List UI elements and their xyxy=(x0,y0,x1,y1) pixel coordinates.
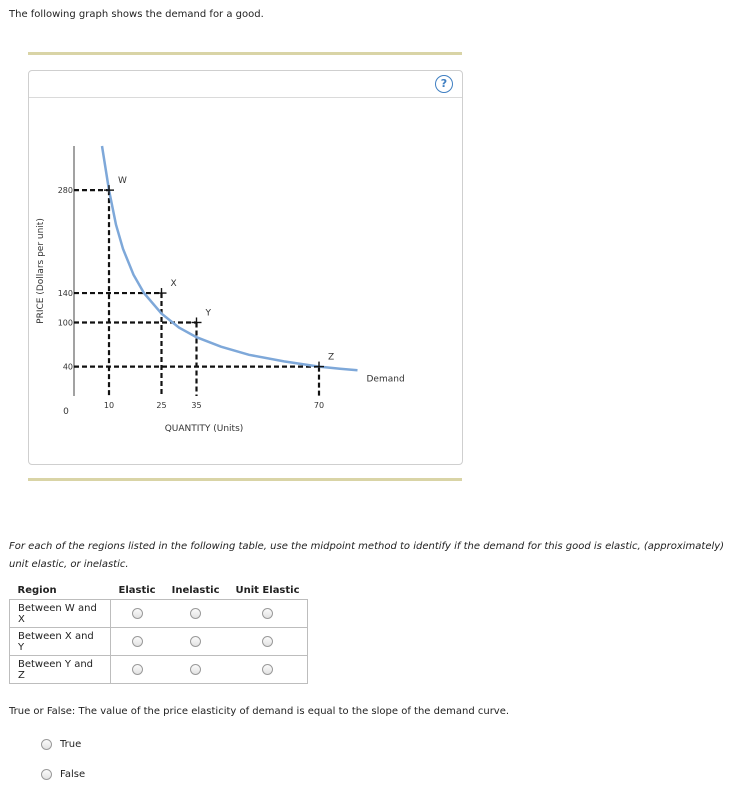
y-tick-label: 100 xyxy=(57,318,73,328)
y-axis-label: PRICE (Dollars per unit) xyxy=(36,218,46,324)
x-tick-label: 70 xyxy=(313,401,325,410)
point-label-x: X xyxy=(170,279,177,290)
intro-text: The following graph shows the demand for a good. xyxy=(9,9,264,20)
demand-chart xyxy=(29,71,462,464)
region-label: Between X and Y xyxy=(10,628,111,656)
header-region: Region xyxy=(17,585,57,596)
radio-yz-inelastic[interactable] xyxy=(190,664,201,675)
region-label: Between W and X xyxy=(10,600,111,628)
table-row xyxy=(10,656,308,684)
radio-true[interactable] xyxy=(41,739,52,750)
radio-yz-unit-elastic[interactable] xyxy=(262,664,273,675)
top-divider xyxy=(28,52,462,55)
option-true-label: True xyxy=(60,739,82,750)
series-label-demand: Demand xyxy=(366,374,405,385)
x-tick-label: 25 xyxy=(156,401,167,410)
elasticity-table xyxy=(9,582,308,684)
origin-label: 0 xyxy=(63,407,69,417)
graph-panel xyxy=(28,70,463,465)
y-tick-label: 140 xyxy=(57,289,73,299)
question-text: For each of the regions listed in the following table, use the midpoint method to identify if the demand for this good is elastic, (approximately) unit elastic, or inelastic. xyxy=(9,541,725,570)
option-true[interactable] xyxy=(41,739,81,750)
option-false-label: False xyxy=(60,769,86,780)
help-icon[interactable]: ? xyxy=(435,75,453,93)
point-label-z: Z xyxy=(328,352,335,363)
true-false-question: True or False: The value of the price elasticity of demand is equal to the slope of the demand curve. xyxy=(9,706,510,717)
point-label-y: Y xyxy=(205,308,211,319)
point-label-w: W xyxy=(118,176,127,187)
radio-wx-elastic[interactable] xyxy=(132,608,143,619)
radio-false[interactable] xyxy=(41,769,52,780)
radio-xy-elastic[interactable] xyxy=(132,636,143,647)
x-axis-label: QUANTITY (Units) xyxy=(164,424,244,434)
option-false[interactable] xyxy=(41,769,85,780)
demand-curve xyxy=(102,146,358,370)
header-unit-elastic: Unit Elastic xyxy=(235,585,300,596)
header-inelastic: Inelastic xyxy=(171,585,220,596)
radio-xy-unit-elastic[interactable] xyxy=(262,636,273,647)
table-row xyxy=(10,628,308,656)
y-tick-label: 280 xyxy=(57,186,73,196)
table-row xyxy=(10,600,308,628)
radio-wx-inelastic[interactable] xyxy=(190,608,201,619)
bottom-divider xyxy=(28,478,462,481)
region-label: Between Y and Z xyxy=(10,656,111,684)
header-elastic: Elastic xyxy=(118,585,156,596)
radio-xy-inelastic[interactable] xyxy=(190,636,201,647)
y-tick-label: 40 xyxy=(62,362,73,372)
radio-wx-unit-elastic[interactable] xyxy=(262,608,273,619)
x-tick-label: 10 xyxy=(103,401,115,410)
x-tick-label: 35 xyxy=(191,401,202,410)
table-header-row xyxy=(10,582,308,600)
radio-yz-elastic[interactable] xyxy=(132,664,143,675)
